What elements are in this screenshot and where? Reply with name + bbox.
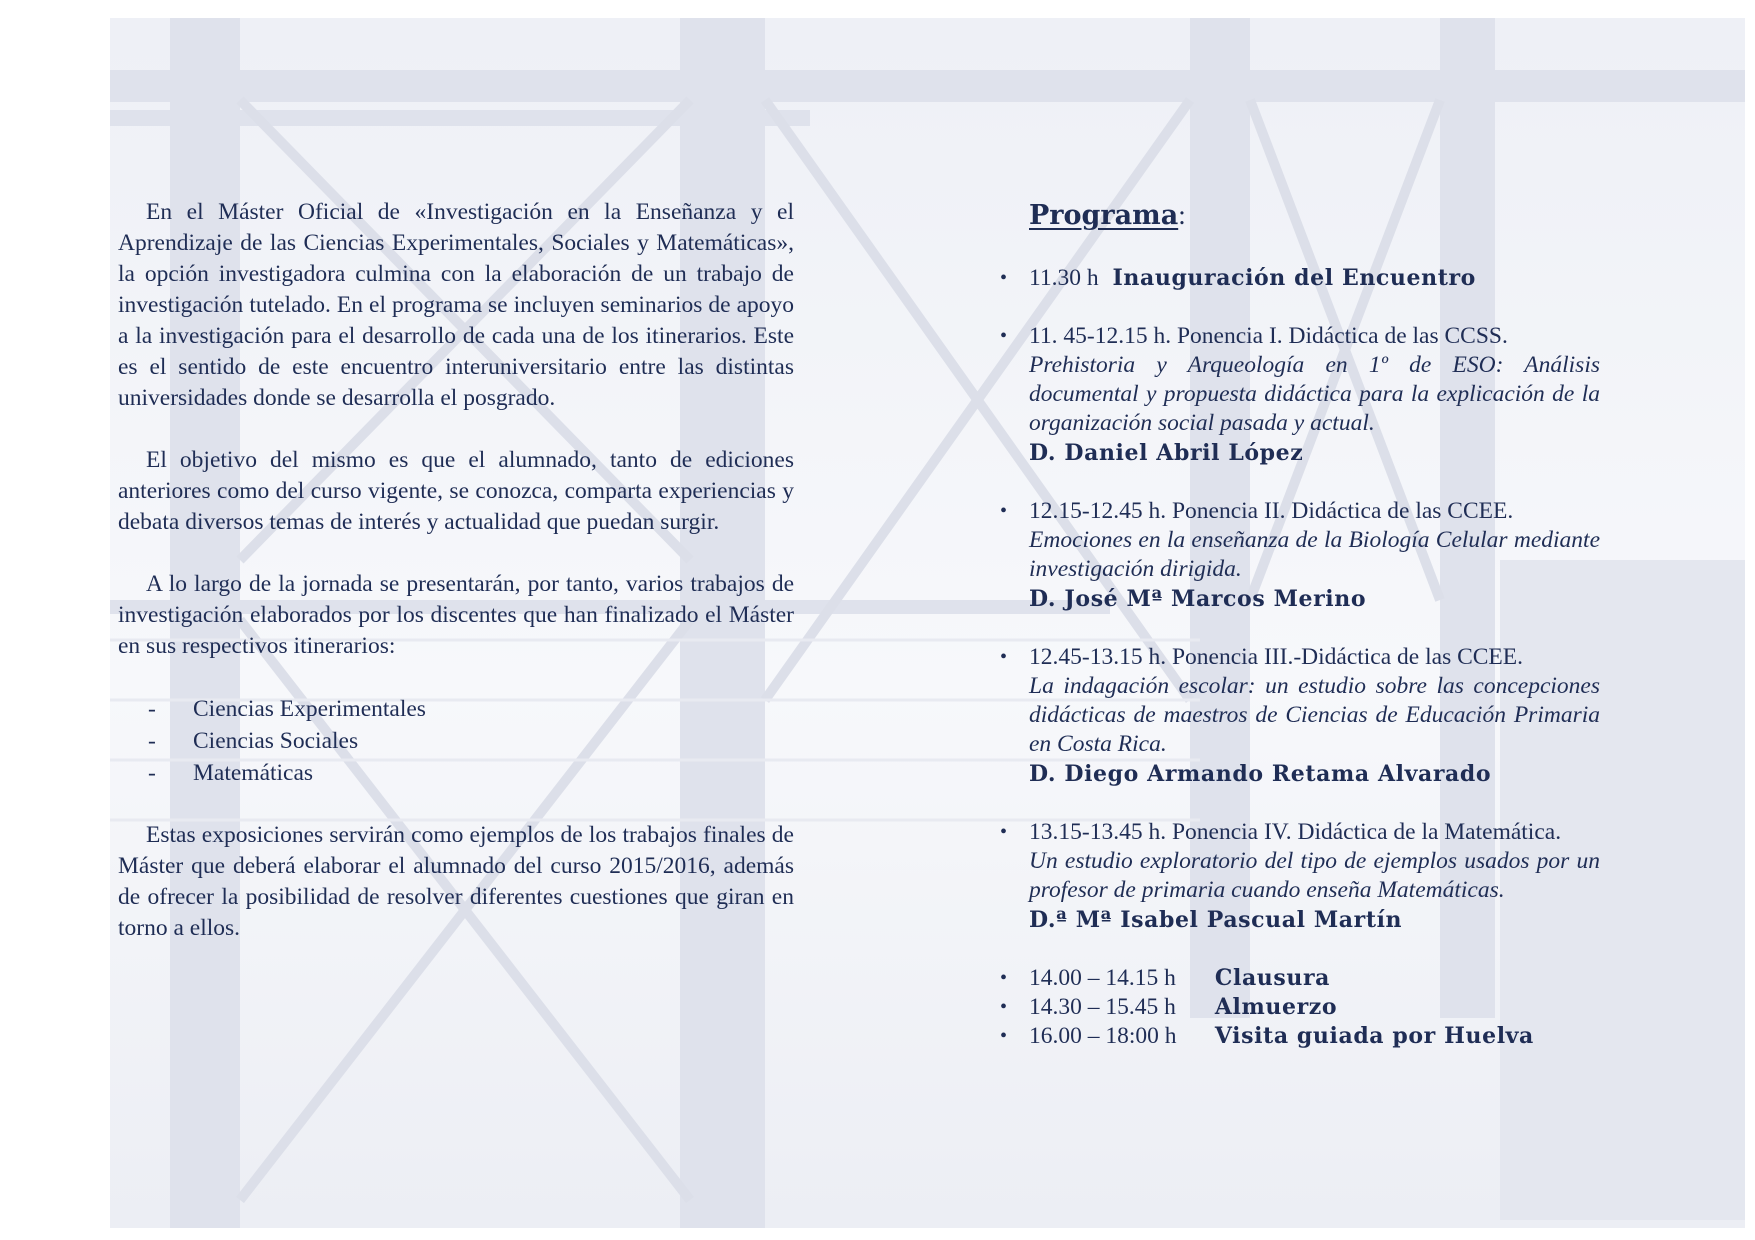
dash-marker: -: [148, 760, 156, 786]
intro-paragraph-3: A lo largo de la jornada se presentarán, por tanto, varios trabajos de investigación elaborados por los discentes que han finalizado el Máster en sus respectivos itinerarios:: [118, 571, 794, 659]
bullet-icon: •: [1000, 646, 1008, 668]
talk-speaker: D. Daniel Abril López: [1029, 440, 1304, 466]
bullet-icon: •: [1000, 500, 1008, 522]
talk-speaker: D.ª Mª Isabel Pascual Martín: [1029, 907, 1403, 933]
schedule-time: 16.00 – 18:00 h: [1029, 1023, 1177, 1049]
intro-paragraph-1: En el Máster Oficial de «Investigación en la Enseñanza y el Aprendizaje de las Ciencias Experimentales, Sociales y Matemáticas», la opción investigadora culmina con la elaboración de un trabajo de investigación tutelado. En el programa se incluyen seminarios de apoyo a la investigación para el desarrollo de cada una de los itinerarios. Este es el sentido de este encuentro interuniversitario entre las distintas universidades donde se desarrolla el posgrado.: [118, 199, 794, 411]
bullet-icon: •: [1000, 325, 1008, 347]
talk-title: La indagación escolar: un estudio sobre las concepciones didácticas de maestros de Ciencias de Educación Primaria en Costa Rica.: [1029, 673, 1600, 757]
program-item-talk-1: [1000, 322, 1600, 468]
program-title: Programa: [1029, 200, 1179, 231]
bullet-icon: •: [1000, 267, 1008, 289]
program-column: [1000, 197, 1600, 1051]
itinerary-label: Matemáticas: [193, 760, 314, 786]
item-time: 11.30 h: [1029, 265, 1099, 291]
list-item: [118, 693, 794, 725]
program-colon: :: [1178, 200, 1186, 230]
schedule-label: Clausura: [1214, 965, 1331, 991]
dash-marker: -: [148, 696, 156, 722]
schedule-row: [1000, 964, 1600, 993]
talk-title: Un estudio exploratorio del tipo de ejemplos usados por un profesor de primaria cuando enseña Matemáticas.: [1029, 848, 1600, 903]
program-heading: [1029, 197, 1600, 234]
bullet-icon: •: [1000, 996, 1008, 1018]
program-item-talk-2: [1000, 497, 1600, 614]
schedule-time: 14.30 – 15.45 h: [1029, 994, 1176, 1020]
program-item-talk-4: [1000, 818, 1600, 935]
talk-title: Prehistoria y Arqueología en 1º de ESO: Análisis documental y propuesta didáctica para la explicación de la organización social pasada y actual.: [1029, 352, 1600, 436]
item-label: Inauguración del Encuentro: [1112, 265, 1476, 291]
talk-header: 12.15-12.45 h. Ponencia II. Didáctica de las CCEE.: [1029, 498, 1514, 524]
itinerary-label: Ciencias Experimentales: [193, 696, 426, 722]
itinerary-list: [118, 693, 794, 789]
talk-header: 13.15-13.45 h. Ponencia IV. Didáctica de la Matemática.: [1029, 819, 1562, 845]
bullet-icon: •: [1000, 1025, 1008, 1047]
schedule-time: 14.00 – 14.15 h: [1029, 965, 1176, 991]
list-item: [118, 725, 794, 757]
intro-paragraph-2: El objetivo del mismo es que el alumnado, tanto de ediciones anteriores como del curso vigente, se conozca, comparta experiencias y debata diversos temas de interés y actualidad que puedan surgir.: [118, 447, 794, 535]
bullet-icon: •: [1000, 821, 1008, 843]
schedule-label: Almuerzo: [1214, 994, 1338, 1020]
program-item-opening: [1000, 264, 1600, 293]
program-item-talk-3: [1000, 643, 1600, 789]
talk-header: 11. 45-12.15 h. Ponencia I. Didáctica de las CCSS.: [1029, 323, 1508, 349]
closing-schedule: [1000, 964, 1600, 1051]
talk-title: Emociones en la enseñanza de la Biología Celular mediante investigación dirigida.: [1029, 527, 1600, 582]
itinerary-label: Ciencias Sociales: [193, 728, 359, 754]
intro-column: [118, 197, 794, 975]
talk-header: 12.45-13.15 h. Ponencia III.-Didáctica de las CCEE.: [1029, 644, 1524, 670]
list-item: [118, 757, 794, 789]
talk-speaker: D. José Mª Marcos Merino: [1029, 586, 1367, 612]
schedule-row: [1000, 993, 1600, 1022]
schedule-row: [1000, 1022, 1600, 1051]
intro-paragraph-4: Estas exposiciones servirán como ejemplos de los trabajos finales de Máster que deberá elaborar el alumnado del curso 2015/2016, además de ofrecer la posibilidad de resolver diferentes cuestiones que giran en torno a ellos.: [118, 822, 794, 941]
bullet-icon: •: [1000, 967, 1008, 989]
dash-marker: -: [148, 728, 156, 754]
talk-speaker: D. Diego Armando Retama Alvarado: [1029, 761, 1492, 787]
schedule-label: Visita guiada por Huelva: [1214, 1023, 1534, 1049]
